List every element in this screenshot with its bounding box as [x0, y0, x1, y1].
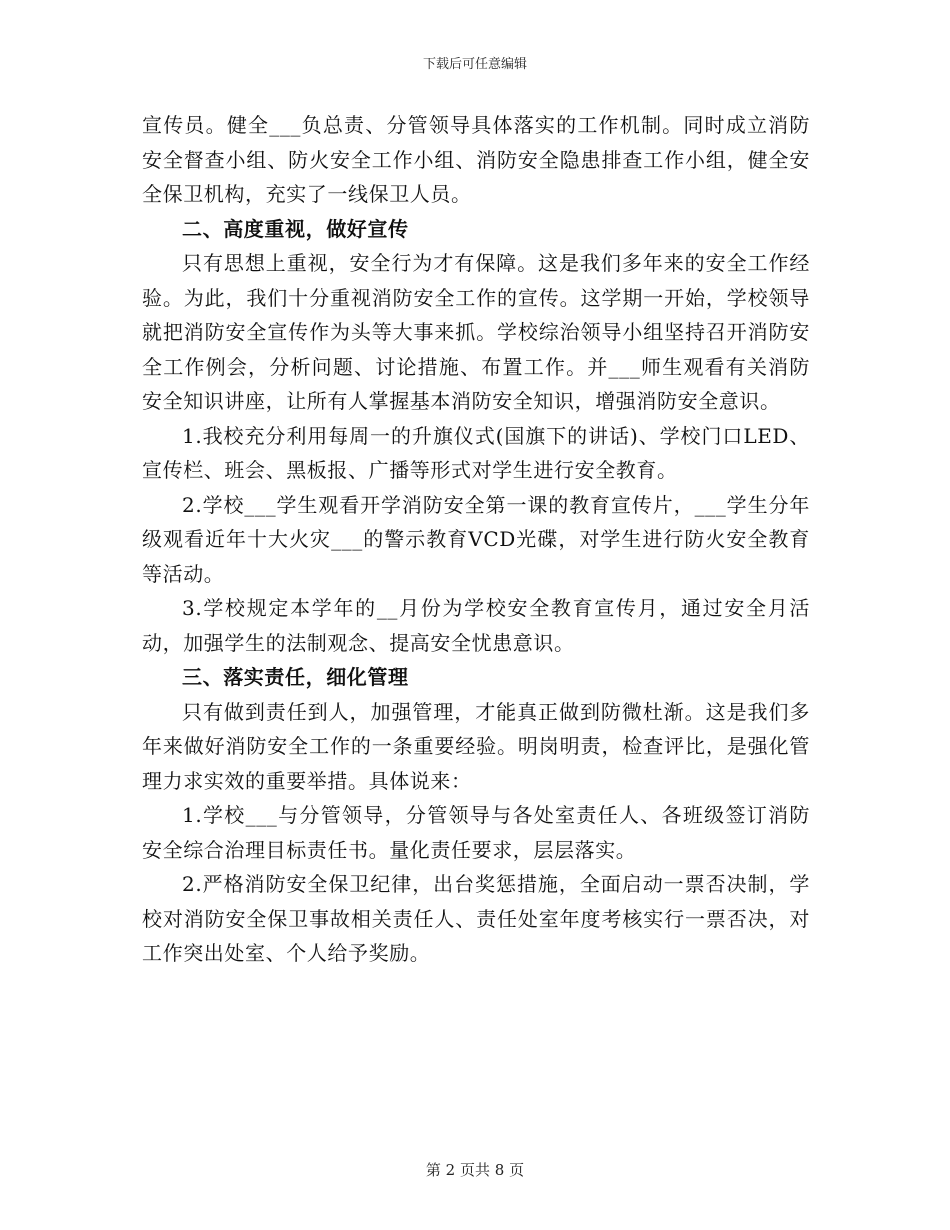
- page-footer: 第 2 页共 8 页: [425, 1161, 525, 1179]
- document-body: [142, 108, 810, 971]
- paragraph-responsibility: 只有做到责任到人，加强管理，才能真正做到防微杜渐。这是我们多年来做好消防安全工作的一条重要经验。明岗明责，检查评比，是强化管理力求实效的重要举措。具体说来：: [142, 699, 810, 793]
- page-header: 下载后可任意编辑: [422, 57, 527, 72]
- section-heading-3: 三、落实责任，细化管理: [182, 665, 409, 689]
- list-item-publicity-3: 3.学校规定本学年的__月份为学校安全教育宣传月，通过安全月活动，加强学生的法制观念、提高安全忧患意识。: [142, 596, 810, 655]
- list-item-publicity-1: 1.我校充分利用每周一的升旗仪式(国旗下的讲话)、学校门口LED、宣传栏、班会、黑板报、广播等形式对学生进行安全教育。: [142, 423, 810, 482]
- list-item-publicity-2: 2.学校___学生观看开学消防安全第一课的教育宣传片，___学生分年级观看近年十大火灾___的警示教育VCD光碟，对学生进行防火安全教育等活动。: [142, 492, 810, 586]
- paragraph-intro: 宣传员。健全___负总责、分管领导具体落实的工作机制。同时成立消防安全督查小组、防火安全工作小组、消防安全隐患排查工作小组，健全安全保卫机构，充实了一线保卫人员。: [142, 113, 810, 206]
- list-item-responsibility-2: 2.严格消防安全保卫纪律，出台奖惩措施，全面启动一票否决制，学校对消防安全保卫事故相关责任人、责任处室年度考核实行一票否决，对工作突出处室、个人给予奖励。: [142, 872, 810, 965]
- section-heading-2: 二、高度重视，做好宣传: [182, 216, 409, 241]
- list-item-responsibility-1: 1.学校___与分管领导，分管领导与各处室责任人、各班级签订消防安全综合治理目标责任书。量化责任要求，层层落实。: [142, 803, 810, 862]
- paragraph-publicity: 只有思想上重视，安全行为才有保障。这是我们多年来的安全工作经验。为此，我们十分重视消防安全工作的宣传。这学期一开始，学校领导就把消防安全宣传作为头等大事来抓。学校综治领导小组坚持召开消防安全工作例会，分析问题、讨论措施、布置工作。并___师生观看有关消防安全知识讲座，让所有人掌握基本消防安全知识，增强消防安全意识。: [142, 251, 810, 413]
